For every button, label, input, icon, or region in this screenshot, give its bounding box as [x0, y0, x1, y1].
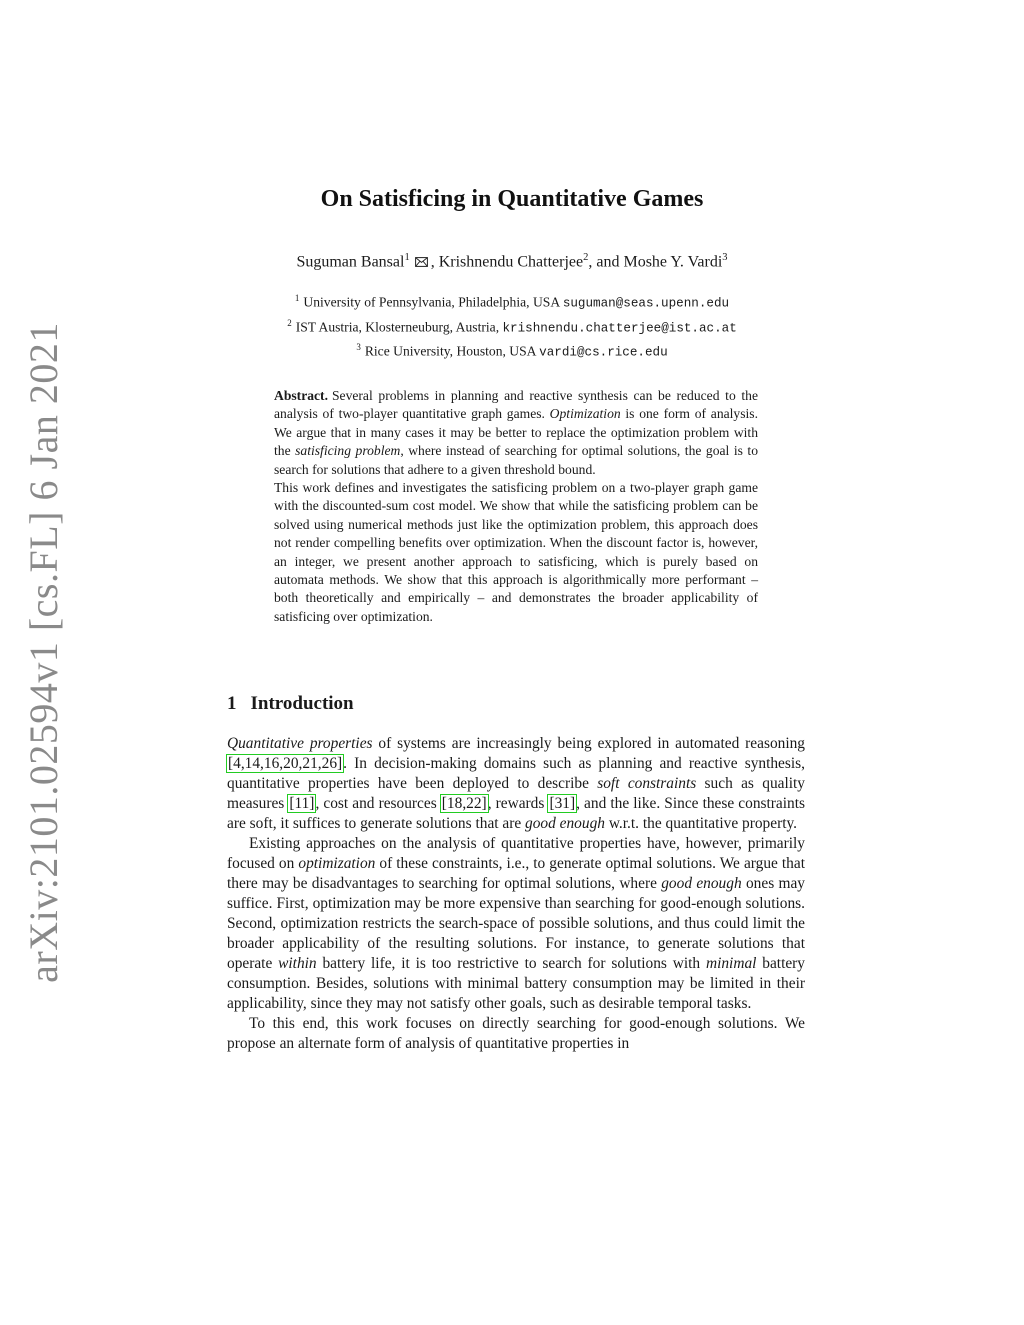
emphasis: within	[278, 955, 317, 972]
envelope-icon	[415, 257, 428, 267]
body-paragraph	[227, 734, 805, 834]
author-superscript: 1	[404, 252, 410, 263]
text-run: To this end, this work focuses on directly searching for good-enough solutions. We propose an alternate form of analysis of quantitative properties in	[227, 1015, 805, 1052]
paper-title: On Satisficing in Quantitative Games	[320, 186, 704, 212]
text-run: of systems are increasingly being explored in automated reasoning	[372, 735, 805, 752]
body-paragraph	[227, 834, 805, 1014]
emphasis: soft constraints	[597, 775, 697, 792]
arxiv-identifier-text: arXiv:2101.02594v1 [cs.FL] 6 Jan 2021	[20, 321, 66, 983]
text-run: , rewards	[487, 795, 549, 812]
section-heading	[227, 693, 354, 715]
emphasis: good enough	[661, 875, 742, 892]
body-text	[227, 734, 805, 1054]
email-address[interactable]: krishnendu.chatterjee@ist.ac.at	[502, 321, 737, 336]
abstract	[274, 387, 758, 626]
section-number: 1	[227, 693, 237, 714]
author-list	[0, 252, 1024, 271]
abstract-label: Abstract.	[274, 388, 328, 403]
author-name: Moshe Y. Vardi	[623, 253, 723, 271]
author-separator: ,	[430, 253, 439, 271]
author-name: Krishnendu Chatterjee	[438, 253, 584, 271]
text-run: ones may suffice. First, optimization may be more expensive than searching for good-enough solutions. Second, optimization restricts the search-space of possible solutions, and thus could limit the broader applicability of the resulting solutions. For instance, to generate solutions that operate	[227, 875, 806, 972]
citation-link[interactable]: [4,14,16,20,21,26]	[228, 755, 343, 772]
abstract-paragraph	[274, 387, 758, 479]
affiliation-line: $^2$ IST Austria, Klosterneuburg, Austria, krishnendu.chatterjee@ist.ac.at	[287, 317, 737, 336]
author-superscript: 3	[722, 252, 728, 263]
emphasis: minimal	[705, 955, 757, 972]
author-name: Suguman Bansal	[296, 253, 405, 271]
text-run: , and the like. Since these constraints are soft, it suffices to generate solutions that are	[227, 795, 805, 832]
author-separator: , and	[588, 253, 624, 271]
text-run: Existing approaches on the analysis of quantitative properties have, however, primarily focused on	[227, 835, 805, 872]
affiliation-line: $^1$ University of Pennsylvania, Philadelphia, USA suguman@seas.upenn.edu	[294, 293, 730, 311]
text-run: is one form of analysis. We argue that in many cases it may be better to replace the optimization problem with the	[274, 406, 758, 459]
text-run: . In decision-making domains such as planning and reactive synthesis, quantitative properties have been deployed to describe	[227, 755, 805, 792]
emphasis: Optimization	[549, 406, 621, 422]
emphasis: Quantitative properties	[227, 735, 373, 752]
author-superscript: 2	[583, 252, 589, 263]
text-run: such as quality measures	[227, 775, 805, 812]
email-address[interactable]: suguman@seas.upenn.edu	[562, 296, 730, 311]
emphasis: satisficing problem	[295, 443, 401, 459]
arxiv-identifier-stamp	[17, 321, 69, 983]
text-run: , cost and resources	[315, 795, 441, 812]
text-run: of these constraints, i.e., to generate optimal solutions. We argue that there may be disadvantages to searching for optimal solutions, where	[227, 855, 805, 892]
text-run: w.r.t. the quantitative property.	[604, 815, 798, 832]
emphasis: good enough	[525, 815, 605, 832]
emphasis: optimization	[298, 855, 376, 872]
abstract-paragraph: This work defines and investigates the satisficing problem on a two-player graph game with the discounted-sum cost model. We show that while the satisficing problem can be solved using numerical methods just like the optimization problem, this approach does not render compelling benefits over optimization. When the discount factor is, however, an integer, we present another approach to satisficing, which is purely based on automata methods. We show that this approach is algorithmically more performant – both theoretically and empirically – and demonstrates the broader applicability of satisficing over optimization.	[274, 480, 758, 624]
text-run: battery consumption. Besides, solutions with minimal battery consumption may be limited in their applicability, since they may not satisfy other goals, such as desirable temporal tasks.	[227, 955, 805, 1012]
citation-link[interactable]: [18,22]	[441, 795, 487, 812]
body-paragraph	[227, 1014, 805, 1054]
citation-link[interactable]: [11]	[289, 795, 315, 812]
text-run: Several problems in planning and reactive synthesis can be reduced to the analysis of two-player quantitative graph games.	[274, 388, 758, 422]
affiliation-line: $^3$ Rice University, Houston, USA vardi@cs.rice.edu	[356, 342, 668, 360]
affiliation-list	[0, 289, 1024, 363]
text-run: , where instead of searching for optimal solutions, the goal is to search for solutions that adhere to a given threshold bound.	[274, 443, 758, 477]
email-address[interactable]: vardi@cs.rice.edu	[539, 345, 668, 360]
text-run: battery life, it is too restrictive to search for solutions with	[316, 955, 706, 972]
section-title: Introduction	[250, 693, 354, 714]
citation-link[interactable]: [31]	[549, 795, 576, 812]
